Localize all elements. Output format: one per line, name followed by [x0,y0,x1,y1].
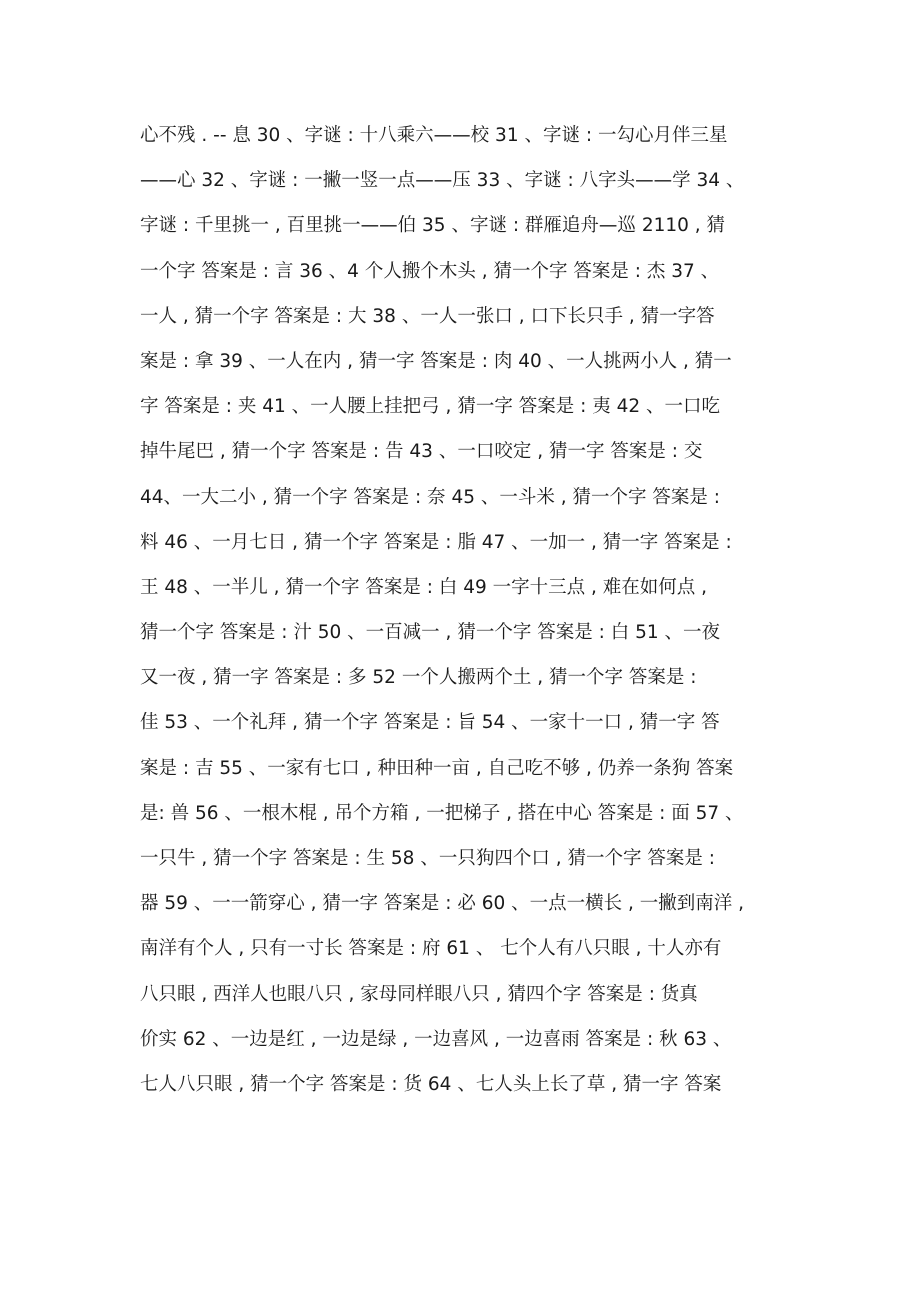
text-line-22: 七人八只眼 , 猜一个字 答案是 : 货 64 、七人头上长了草 , 猜一字 答案 [140,1073,722,1095]
text-line-13: 又一夜 , 猜一字 答案是 : 多 52 一个人搬两个土 , 猜一个字 答案是 : [140,667,697,689]
text-line-18: 器 59 、一一箭穿心 , 猜一字 答案是 : 必 60 、一点一横长 , 一撇到南洋 , [140,893,745,915]
text-line-4: 一个字 答案是 : 言 36 、4 个人搬个木头 , 猜一个字 答案是 : 杰 37 、 [140,260,720,282]
text-line-12: 猜一个字 答案是 : 汁 50 、一百减一 , 猜一个字 答案是 : 白 51 、一夜 [140,622,720,644]
text-line-16: 是: 兽 56 、一根木棍 , 吊个方箱 , 一把梯子 , 搭在中心 答案是 : 面 57 、 [140,802,744,824]
text-line-20: 八只眼 , 西洋人也眼八只 , 家母同样眼八只 , 猜四个字 答案是 : 货真 [140,983,698,1005]
text-line-10: 料 46 、一月七日 , 猜一个字 答案是 : 脂 47 、一加一 , 猜一字 答案是 : [140,531,732,553]
text-line-1: 心不残 . -- 息 30 、字谜 : 十八乘六——校 31 、字谜 : 一勾心月伴三星 [140,125,728,146]
text-line-6: 案是 : 拿 39 、一人在内 , 猜一字 答案是 : 肉 40 、一人挑两小人 , 猜一 [140,350,732,372]
riddle-text-block [140,120,790,1114]
text-line-14: 佳 53 、一个礼拜 , 猜一个字 答案是 : 旨 54 、一家十一口 , 猜一字 答 [140,712,720,734]
text-line-15: 案是 : 吉 55 、一家有七口 , 种田种一亩 , 自己吃不够 , 仍养一条狗 答案 [140,757,734,779]
text-line-19: 南洋有个人 , 只有一寸长 答案是 : 府 61 、 七个人有八只眼 , 十人亦有 [140,938,722,960]
text-line-2: ——心 32 、字谜 : 一撇一竖一点——压 33 、字谜 : 八字头——学 34 、 [140,170,745,192]
text-line-17: 一只牛 , 猜一个字 答案是 : 生 58 、一只狗四个口 , 猜一个字 答案是 : [140,848,715,869]
text-line-3: 字谜 : 千里挑一 , 百里挑一——伯 35 、字谜 : 群雁追舟—巡 2110 , 猜 [140,215,726,237]
text-line-7: 字 答案是 : 夹 41 、一人腰上挂把弓 , 猜一字 答案是 : 夷 42 、一口吃 [140,396,720,418]
text-line-11: 王 48 、一半儿 , 猜一个字 答案是 : 白 49 一字十三点 , 难在如何点 , [140,576,708,598]
text-line-9: 44、一大二小 , 猜一个字 答案是 : 奈 45 、一斗米 , 猜一个字 答案是 : [140,486,720,508]
text-line-5: 一人 , 猜一个字 答案是 : 大 38 、一人一张口 , 口下长只手 , 猜一字答 [140,305,715,327]
text-line-21: 价实 62 、一边是红 , 一边是绿 , 一边喜风 , 一边喜雨 答案是 : 秋 63 、 [140,1028,732,1050]
text-line-8: 掉牛尾巴 , 猜一个字 答案是 : 告 43 、一口咬定 , 猜一字 答案是 : 交 [140,441,703,463]
